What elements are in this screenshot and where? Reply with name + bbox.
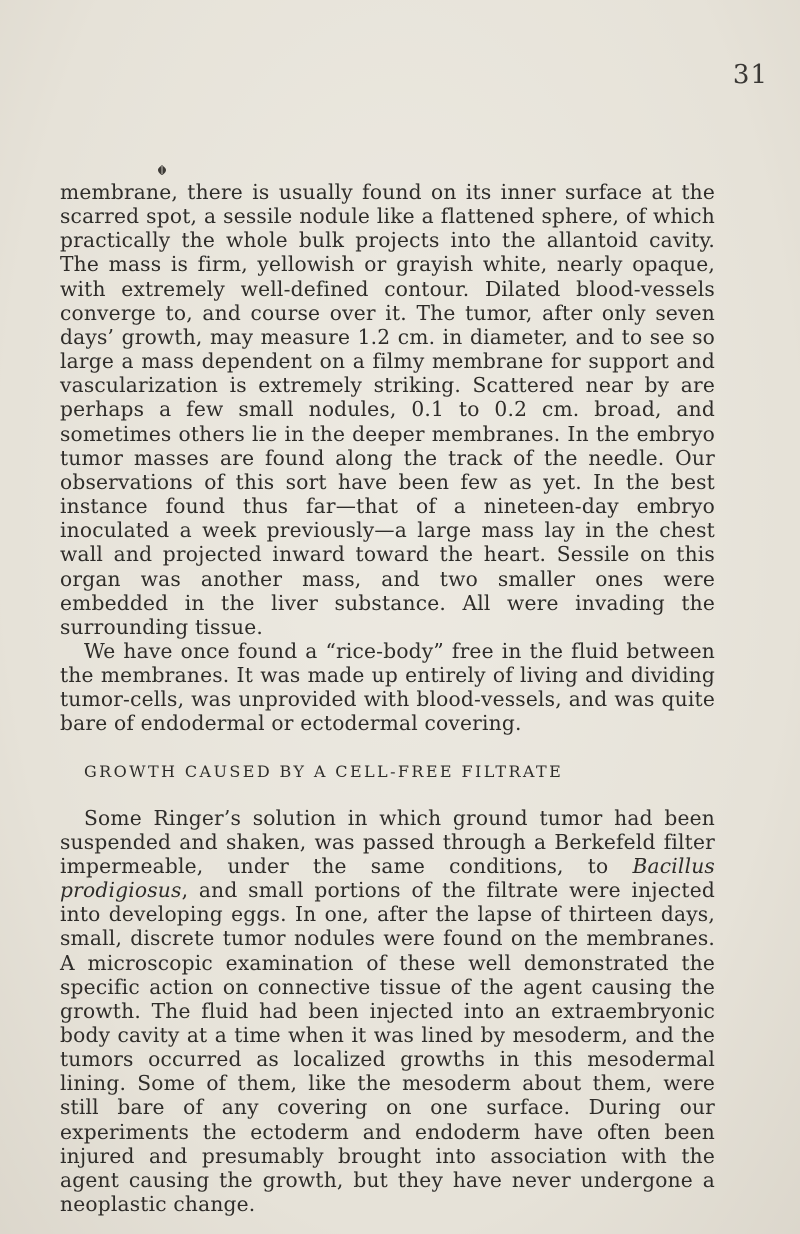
paragraph-filtrate [60,806,715,1217]
section-heading: GROWTH CAUSED BY A CELL-FREE FILTRATE [84,761,564,781]
filtrate-text-end: , and small portions of the filtrate were injected into developing eggs. In one, after the lapse of thirteen days, small, discrete tumor nodules were found on the membranes. A microscopic examination of these well demonstrated the specific action on connective tissue of the agent causing the growth. The fluid had been injected into an extraembryonic body cavity at a time when it was lined by mesoderm, and the tumors occurred as localized growths in this mesodermal lining. Some of them, like the mesoderm about them, were still bare of any covering on one surface. During our experiments the ectoderm and endoderm have often been injured and presumably brought into association with the agent causing the growth, but they have never undergone a neoplastic change. [60,878,715,1217]
paragraph-rice-body: We have once found a “rice-body” free in the fluid between the membranes. It was made up entirely of living and dividing tumor-cells, was unprovided with blood-vessels, and was quite bare of endodermal or ectodermal covering. [60,638,715,736]
paragraph-membrane: membrane, there is usually found on its inner surface at the scarred spot, a sessile nodule like a flattened sphere, of which practically the whole bulk projects into the allantoid cavity. The mass is firm, yellowish or grayish white, nearly opaque, with extremely well-defined contour. Dilated blood-vessels converge to, and course over it. The tumor, after only seven days’ growth, may measure 1.2 cm. in diameter, and to see so large a mass dependent on a filmy membrane for support and vascularization is extremely striking. Scattered near by are perhaps a few small nodules, 0.1 to 0.2 cm. broad, and sometimes others lie in the deeper membranes. In the embryo tumor masses are found along the track of the needle. Our observations of this sort have been few as yet. In the best instance found thus far—that of a nineteen-day embryo inoculated a week previously—a large mass lay in the chest wall and projected inward toward the heart. Sessile on this organ was another mass, and two smaller ones were embedded in the liver substance. All were invading the surrounding tissue. [60,180,715,639]
leaf-ornament-icon [156,164,168,176]
page-number: 31 [732,60,768,90]
bacillus-name: Bacillus prodigiosus [60,853,715,903]
filtrate-text-start: Some Ringer’s solution in which ground tumor had been suspended and shaken, was passed through a Berkefeld filter impermeable, under the same conditions, to [60,805,715,878]
body-text [60,180,715,1216]
